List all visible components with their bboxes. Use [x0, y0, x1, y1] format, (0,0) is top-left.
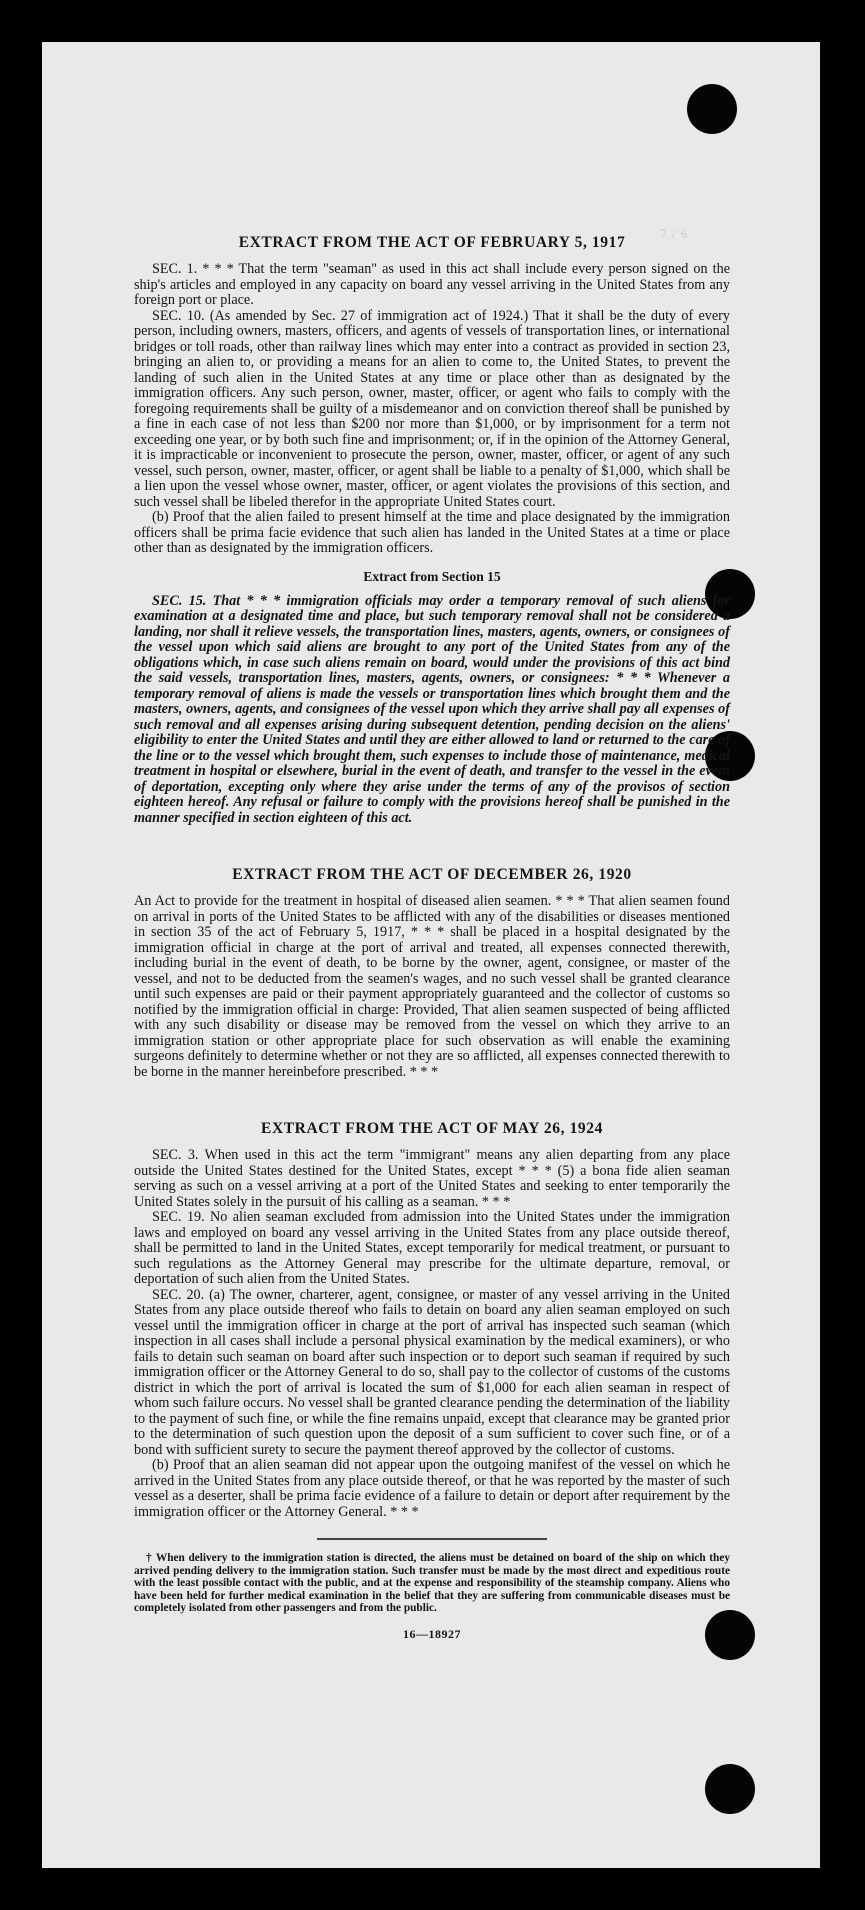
- section-19-paragraph: SEC. 19. No alien seaman excluded from admission into the United States under the immigration laws and employed on board any vessel arriving in the United States from any place outside thereof, shall be permitted to land in the United States, except temporarily for medical treatment, or pursuant to such regulations as the Attorney General may prescribe for the ultimate departure, removal, or deportation of such alien from the United States.: [134, 1209, 730, 1287]
- punch-hole-1: [687, 84, 737, 134]
- section-1-paragraph: SEC. 1. * * * That the term "seaman" as used in this act shall include every person signed on the ship's articles and employed in any capacity on board any vessel arriving in the United States from any foreign port or place.: [134, 261, 730, 308]
- section-15-paragraph: SEC. 15. That * * * immigration officials may order a temporary removal of such aliens for examination at a designated time and place, but such temporary removal shall not be considered a landing, nor shall it relieve vessels, the transportation lines, masters, agents, owners, or consignees of the vessel upon which said aliens are brought to any port of the United States from any of the obligations which, in case such aliens remain on board, would under the provisions of this act bind the said vessels, transportation lines, masters, agents, owners, or consignees: * * * Whenever a temporary removal of aliens is made the vessels or transportation lines which brought them and the masters, owners, agents, and consignees of the vessel upon which they arrive shall pay all expenses of such removal and all expenses arising during subsequent detention, pending decision on the aliens' eligibility to enter the United States and until they are either allowed to land or returned to the care of the line or to the vessel which brought them, such expenses to include those of maintenance, medical treatment in hospital or elsewhere, burial in the event of death, and transfer to the vessel in the event of deportation, excepting only where they arise under the terms of any of the provisos of section eighteen hereof. Any refusal or failure to comply with the provisions hereof shall be punished in the manner specified in section eighteen of this act.: [134, 592, 730, 826]
- document-page: [42, 42, 820, 1868]
- faint-mark: 7 / 6: [660, 226, 689, 241]
- heading-section-15: Extract from Section 15: [363, 568, 501, 584]
- heading-act-1920: EXTRACT FROM THE ACT OF DECEMBER 26, 1920: [232, 866, 632, 883]
- footnote: [134, 1552, 730, 1615]
- section-20b-paragraph: (b) Proof that an alien seaman did not appear upon the outgoing manifest of the vessel on which he arrived in the United States from any place outside thereof, or that he was reported by the master of such vessel as a deserter, shall be prima facie evidence of a failure to detain or deport after requirement by the immigration officer or the Attorney General. * * *: [134, 1457, 730, 1520]
- heading-act-1917: EXTRACT FROM THE ACT OF FEBRUARY 5, 1917: [238, 234, 626, 251]
- heading-act-1924: EXTRACT FROM THE ACT OF MAY 26, 1924: [261, 1120, 603, 1137]
- section-10b-paragraph: (b) Proof that the alien failed to present himself at the time and place designated by the immigration officers shall be prima facie evidence that such alien has landed in the United States at a time or place other than as designated by the immigration officers.: [134, 509, 730, 556]
- section-20a-paragraph: SEC. 20. (a) The owner, charterer, agent, consignee, or master of any vessel arriving in the United States from any place outside thereof who fails to detain on board any alien seaman employed on such vessel until the immigration officer in charge at the port of arrival has inspected such seaman (which inspection in all cases shall include a personal physical examination by the medical examiners), or who fails to detain such seaman on board after such inspection or to deport such seaman if required by such immigration officer or the Attorney General to do so, shall pay to the collector of customs of the customs district in which the port of arrival is located the sum of $1,000 for each alien seaman in respect of whom such failure occurs. No vessel shall be granted clearance pending the determination of the liability to the payment of such fine, or while the fine remains unpaid, except that clearance may be granted prior to the determination of such question upon the deposit of a sum sufficient to cover such fine, or of a bond with sufficient surety to secure the payment thereof approved by the collector of customs.: [134, 1286, 730, 1458]
- footnote-text: † When delivery to the immigration station is directed, the aliens must be detained on board of the ship on which they arrived pending delivery to the immigration station. Such transfer must be made by the most direct and expeditious route with the least possible contact with the public, and at the expense and responsibility of the steamship company. Aliens who have been held for further medical examination in the belief that they are suffering from communicable diseases must be completely isolated from other passengers and from the public.: [134, 1552, 730, 1614]
- document-content: [134, 192, 730, 1642]
- page-number: 16—18927: [403, 1626, 461, 1641]
- punch-hole-5: [705, 1764, 755, 1814]
- section-3-paragraph: SEC. 3. When used in this act the term "immigrant" means any alien departing from any place outside the United States destined for the United States, except * * * (5) a bona fide alien seaman serving as such on a vessel arriving at a port of the United States and seeking to enter temporarily the United States solely in the pursuit of his calling as a seaman. * * *: [134, 1147, 730, 1210]
- section-10-paragraph: SEC. 10. (As amended by Sec. 27 of immigration act of 1924.) That it shall be the duty of every person, including owners, masters, officers, and agents of vessels of transportation lines, or international bridges or toll roads, other than railway lines which may enter into a contract as provided in section 23, bringing an alien to, or providing a means for an alien to come to, the United States, to prevent the landing of such alien in the United States at any time or place other than as designated by the immigration officers. Any such person, owner, master, officer, or agent who fails to comply with the foregoing requirements shall be guilty of a misdemeanor and on conviction thereof shall be punished by a fine in each case of not less than $200 nor more than $1,000, or by imprisonment for a term not exceeding one year, or by both such fine and imprisonment; or, if in the opinion of the Attorney General, it is impracticable or inconvenient to prosecute the person, owner, master, officer, or agent of any such vessel, such person, owner, master, officer, or agent shall be liable to a penalty of $1,000, which shall be a lien upon the vessel whose owner, master, officer, or agent violates the provisions of this section, and such vessel shall be libeled therefor in the appropriate United States court.: [134, 307, 730, 510]
- footnote-divider: [317, 1538, 547, 1540]
- act-1920-paragraph: An Act to provide for the treatment in hospital of diseased alien seamen. * * * That alien seamen found on arrival in ports of the United States to be afflicted with any of the disabilities or diseases mentioned in section 35 of the act of February 5, 1917, * * * shall be placed in a hospital designated by the immigration official in charge at the port of arrival and treated, all expenses connected therewith, including burial in the event of death, to be borne by the owner, agent, consignee, or master of the vessel, and not to be deducted from the seamen's wages, and no such vessel shall be granted clearance until such expenses are paid or their payment appropriately guaranteed and the collector of customs so notified by the immigration official in charge: Provided, That alien seamen suspected of being afflicted with any such disability or disease may be removed from the vessel on which they arrive to an immigration station or other appropriate place for such observation as will enable the examining surgeons definitely to determine whether or not they are so afflicted, all expenses connected therewith to be borne in the manner hereinbefore prescribed. * * *: [134, 893, 730, 1080]
